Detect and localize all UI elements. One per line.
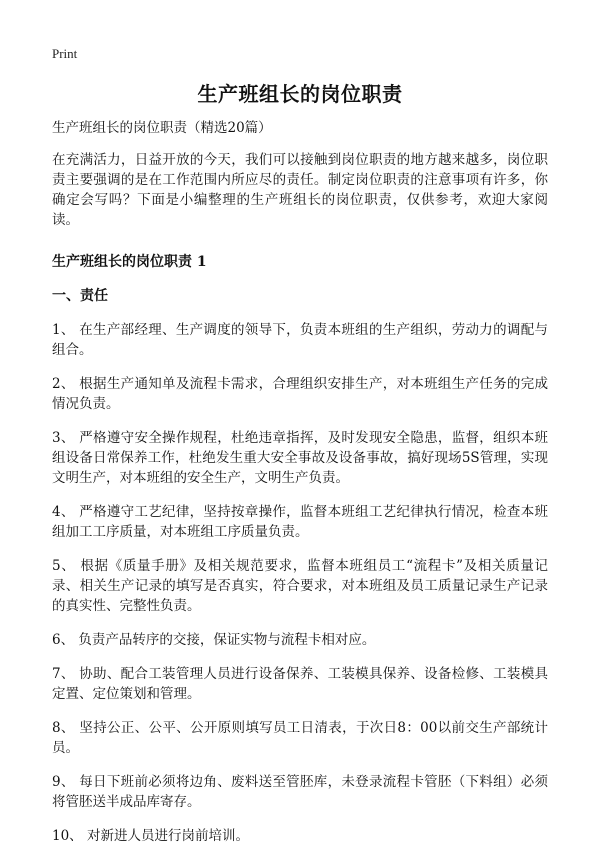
print-label: Print — [52, 46, 78, 61]
subheading-responsibility: 一、责任 — [52, 288, 108, 304]
list-item: 9、 每日下班前必须将边角、废料送至管胚库，未登录流程卡管胚（下料组）必须将管胚送半成品库寄存。 — [52, 774, 548, 810]
list-item: 4、 严格遵守工艺纪律，坚持按章操作，监督本班组工艺纪律执行情况，检查本班组加工工序质量，对本班组工序质量负责。 — [52, 504, 548, 540]
section-heading: 生产班组长的岗位职责 1 — [52, 254, 207, 270]
list-item: 7、 协助、配合工装管理人员进行设备保养、工装模具保养、设备检修、工装模具定置、定位策划和管理。 — [52, 666, 548, 702]
list-item: 1、 在生产部经理、生产调度的领导下，负责本班组的生产组织，劳动力的调配与组合。 — [52, 322, 548, 358]
list-item: 3、 严格遵守安全操作规程，杜绝违章指挥，及时发现安全隐患，监督，组织本班组设备日常保养工作，杜绝发生重大安全事故及设备事故，搞好现场5S管理，实现文明生产，对本班组的安全生产，文明生产负责。 — [52, 430, 548, 486]
intro-paragraph: 在充满活力，日益开放的今天，我们可以接触到岗位职责的地方越来越多，岗位职责主要强调的是在工作范围内所应尽的责任。制定岗位职责的注意事项有许多，你确定会写吗？下面是小编整理的生产班组长的岗位职责，仅供参考，欢迎大家阅读。 — [52, 152, 548, 228]
page-title: 生产班组长的岗位职责 — [197, 82, 403, 106]
list-item: 8、 坚持公正、公平、公开原则填写员工日清表，于次日8：00以前交生产部统计员。 — [52, 720, 548, 756]
document-subtitle: 生产班组长的岗位职责（精选20篇） — [52, 120, 272, 136]
list-item: 5、 根据《质量手册》及相关规范要求，监督本班组员工“流程卡”及相关质量记录、相关生产记录的填写是否真实，符合要求，对本班组及员工质量记录生产记录的真实性、完整性负责。 — [52, 558, 548, 614]
list-item: 10、 对新进人员进行岗前培训。 — [52, 828, 249, 844]
list-item: 2、 根据生产通知单及流程卡需求，合理组织安排生产，对本班组生产任务的完成情况负责。 — [52, 376, 548, 412]
list-item: 6、 负责产品转序的交接，保证实物与流程卡相对应。 — [52, 632, 376, 648]
